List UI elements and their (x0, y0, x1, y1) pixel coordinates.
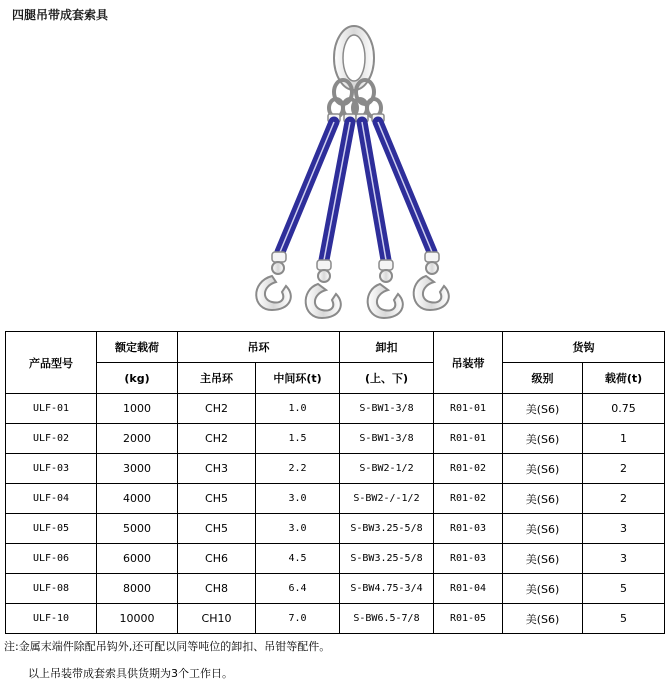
table-row (6, 514, 665, 544)
cell-model: ULF-02 (6, 424, 97, 454)
cell-main-ring: CH5 (178, 484, 256, 514)
header-rated-load: 额定载荷 (97, 332, 178, 363)
cell-middle-ring: 1.0 (256, 394, 340, 424)
hook-icon (256, 262, 449, 318)
cell-sling: R01-01 (434, 424, 503, 454)
table-row (6, 394, 665, 424)
cell-middle-ring: 3.0 (256, 484, 340, 514)
cell-rated-load: 4000 (97, 484, 178, 514)
cell-grade: 美(S6) (503, 544, 583, 574)
cell-main-ring: CH5 (178, 514, 256, 544)
table-row (6, 484, 665, 514)
page-title: 四腿吊带成套索具 (12, 8, 109, 22)
note-accessories: 注:金属末端件除配吊钩外,还可配以同等吨位的卸扣、吊钳等配件。 (4, 640, 331, 653)
table-row (6, 544, 665, 574)
cell-middle-ring: 1.5 (256, 424, 340, 454)
cell-main-ring: CH2 (178, 394, 256, 424)
cell-hook-load: 5 (583, 604, 665, 634)
four-leg-sling-illustration (0, 0, 672, 330)
table-row (6, 454, 665, 484)
cell-grade: 美(S6) (503, 604, 583, 634)
cell-model: ULF-04 (6, 484, 97, 514)
cell-grade: 美(S6) (503, 574, 583, 604)
cell-sling: R01-02 (434, 454, 503, 484)
cell-rated-load: 10000 (97, 604, 178, 634)
cell-hook-load: 2 (583, 454, 665, 484)
cell-shackle: S-BW6.5-7/8 (340, 604, 434, 634)
header-ring-group: 吊环 (178, 332, 340, 363)
table-row (6, 574, 665, 604)
spec-table (5, 331, 665, 634)
cell-grade: 美(S6) (503, 454, 583, 484)
cell-sling: R01-01 (434, 394, 503, 424)
cell-model: ULF-03 (6, 454, 97, 484)
cell-middle-ring: 4.5 (256, 544, 340, 574)
cell-hook-load: 5 (583, 574, 665, 604)
cell-model: ULF-01 (6, 394, 97, 424)
cell-sling: R01-03 (434, 514, 503, 544)
cell-sling: R01-02 (434, 484, 503, 514)
cell-rated-load: 1000 (97, 394, 178, 424)
cell-model: ULF-05 (6, 514, 97, 544)
cell-rated-load: 8000 (97, 574, 178, 604)
table-row (6, 604, 665, 634)
cell-middle-ring: 6.4 (256, 574, 340, 604)
cell-main-ring: CH8 (178, 574, 256, 604)
cell-shackle: S-BW1-3/8 (340, 424, 434, 454)
cell-rated-load: 2000 (97, 424, 178, 454)
cell-sling: R01-05 (434, 604, 503, 634)
cell-shackle: S-BW2-/-1/2 (340, 484, 434, 514)
cell-shackle: S-BW1-3/8 (340, 394, 434, 424)
cell-rated-load: 3000 (97, 454, 178, 484)
cell-main-ring: CH2 (178, 424, 256, 454)
cell-hook-load: 3 (583, 544, 665, 574)
cell-hook-load: 1 (583, 424, 665, 454)
cell-hook-load: 2 (583, 484, 665, 514)
cell-main-ring: CH3 (178, 454, 256, 484)
cell-shackle: S-BW3.25-5/8 (340, 544, 434, 574)
cell-rated-load: 5000 (97, 514, 178, 544)
header-hook-load: 载荷(t) (583, 363, 665, 394)
sling-leg-icon (280, 122, 432, 260)
cell-model: ULF-08 (6, 574, 97, 604)
cell-hook-load: 0.75 (583, 394, 665, 424)
header-sling: 吊装带 (434, 332, 503, 394)
cell-shackle: S-BW3.25-5/8 (340, 514, 434, 544)
cell-main-ring: CH10 (178, 604, 256, 634)
cell-shackle: S-BW2-1/2 (340, 454, 434, 484)
note-delivery: 以上吊装带成套索具供货期为3个工作日。 (28, 667, 233, 680)
cell-rated-load: 6000 (97, 544, 178, 574)
cell-grade: 美(S6) (503, 394, 583, 424)
header-rated-load-unit: (kg) (97, 363, 178, 394)
cell-shackle: S-BW4.75-3/4 (340, 574, 434, 604)
spec-table-body (6, 394, 665, 634)
header-main-ring: 主吊环 (178, 363, 256, 394)
header-shackle-position: (上、下) (340, 363, 434, 394)
header-grade: 级别 (503, 363, 583, 394)
cell-sling: R01-03 (434, 544, 503, 574)
cell-model: ULF-10 (6, 604, 97, 634)
cell-grade: 美(S6) (503, 484, 583, 514)
cell-model: ULF-06 (6, 544, 97, 574)
cell-sling: R01-04 (434, 574, 503, 604)
cell-middle-ring: 7.0 (256, 604, 340, 634)
cell-grade: 美(S6) (503, 514, 583, 544)
header-hook-group: 货钩 (503, 332, 665, 363)
cell-middle-ring: 3.0 (256, 514, 340, 544)
header-model: 产品型号 (6, 332, 97, 394)
header-middle-ring: 中间环(t) (256, 363, 340, 394)
header-shackle: 卸扣 (340, 332, 434, 363)
lower-shackle-icon (272, 252, 439, 270)
cell-middle-ring: 2.2 (256, 454, 340, 484)
table-row (6, 424, 665, 454)
cell-main-ring: CH6 (178, 544, 256, 574)
cell-grade: 美(S6) (503, 424, 583, 454)
cell-hook-load: 3 (583, 514, 665, 544)
